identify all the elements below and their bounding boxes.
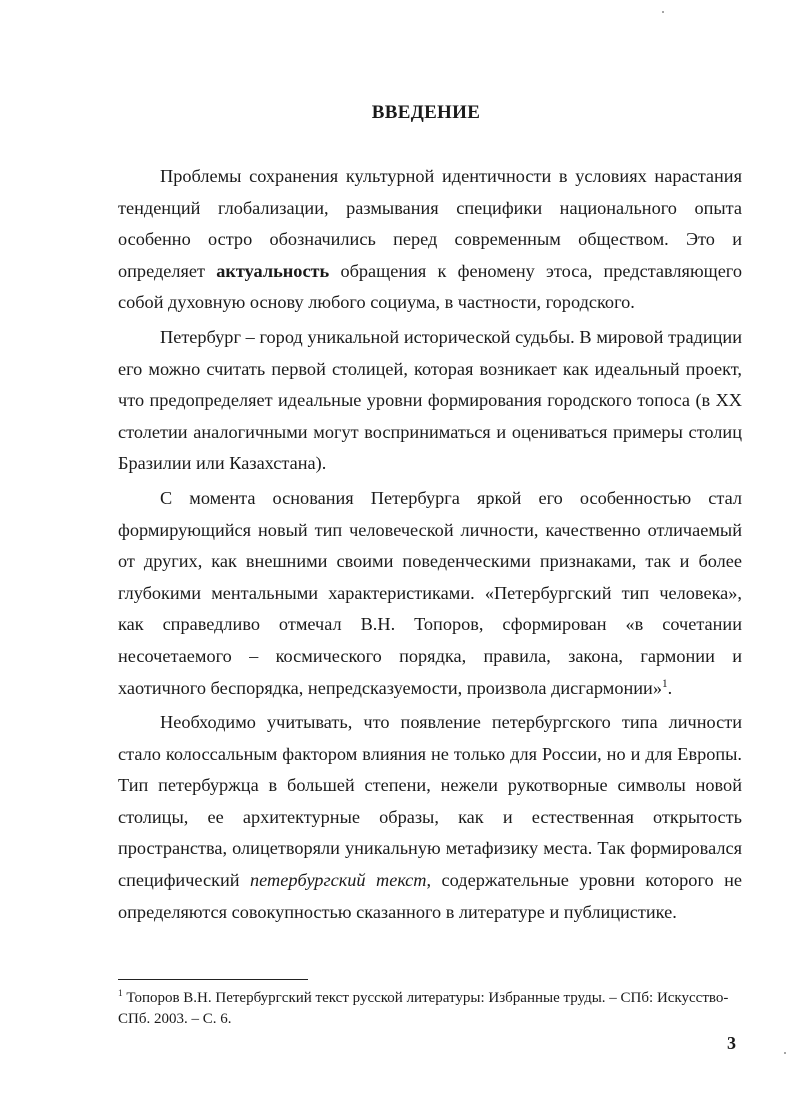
italic-term: петербургский текст xyxy=(250,870,427,891)
paragraph-petersburg-text xyxy=(118,707,742,928)
paragraph-text: Необходимо учитывать, что появление петербургского типа личности стало колоссальным фактором влияния не только для России, но и для Европы. Тип петербуржца в большей степени, нежели рукотворные символы новой столицы, ее архитектурные образы, как и естественная открытость пространства, олицетворяли уникальную метафизику места. Так формировался специфический xyxy=(118,712,742,891)
scan-artifact-dot xyxy=(662,11,664,13)
footnote xyxy=(118,988,742,1030)
paragraph-text: С момента основания Петербурга яркой его особенностью стал формирующийся новый тип человеческой личности, качественно отличаемый от других, как внешними своими поведенческими признаками, так и более глубокими ментальными характеристиками. «Петербургский тип человека», как справедливо отмечал В.Н. Топоров, сформирован «в сочетании несочетаемого – космического порядка, правила, закона, гармонии и хаотичного беспорядка, непредсказуемости, произвола дисгармонии» xyxy=(118,487,742,698)
paragraph-text: Петербург – город уникальной исторической судьбы. В мировой традиции его можно считать первой столицей, которая возникает как идеальный проект, что предопределяет идеальные уровни формирования городского топоса (в XX столетии аналогичными могут восприниматься и оцениваться примеры столиц Бразилии или Казахстана). xyxy=(118,326,742,474)
paragraph-text: , содержательные уровни которого не определяются совокупностью сказанного в литературе и публицистике. xyxy=(118,870,742,922)
page-title: ВВЕДЕНИЕ xyxy=(371,102,481,123)
paragraph-text: Проблемы сохранения культурной идентичности в условиях нарастания тенденций глобализации, размывания специфики национального опыта особенно остро обозначились перед современным обществом. Это и определяет xyxy=(118,166,742,281)
paragraph-relevance xyxy=(118,161,742,319)
paragraph-personality xyxy=(118,483,742,704)
paragraph-text: обращения к феномену этоса, представляющего собой духовную основу любого социума, в частности, городского. xyxy=(118,260,742,313)
paragraph-text: . xyxy=(667,677,673,698)
scan-artifact-dot xyxy=(784,1052,786,1054)
main-text xyxy=(118,161,742,928)
paragraph-petersburg xyxy=(118,322,742,480)
footnote-text: Топоров В.Н. Петербургский текст русской литературы: Избранные труды. – СПб: Искусство-СПб. 2003. – С. 6. xyxy=(118,990,729,1027)
footnote-divider xyxy=(118,979,308,980)
page-number: 3 xyxy=(727,1033,736,1053)
bold-term: актуальность xyxy=(216,260,330,281)
footnote-marker: 1 xyxy=(118,989,123,999)
footnote-reference[interactable]: 1 xyxy=(661,677,668,690)
